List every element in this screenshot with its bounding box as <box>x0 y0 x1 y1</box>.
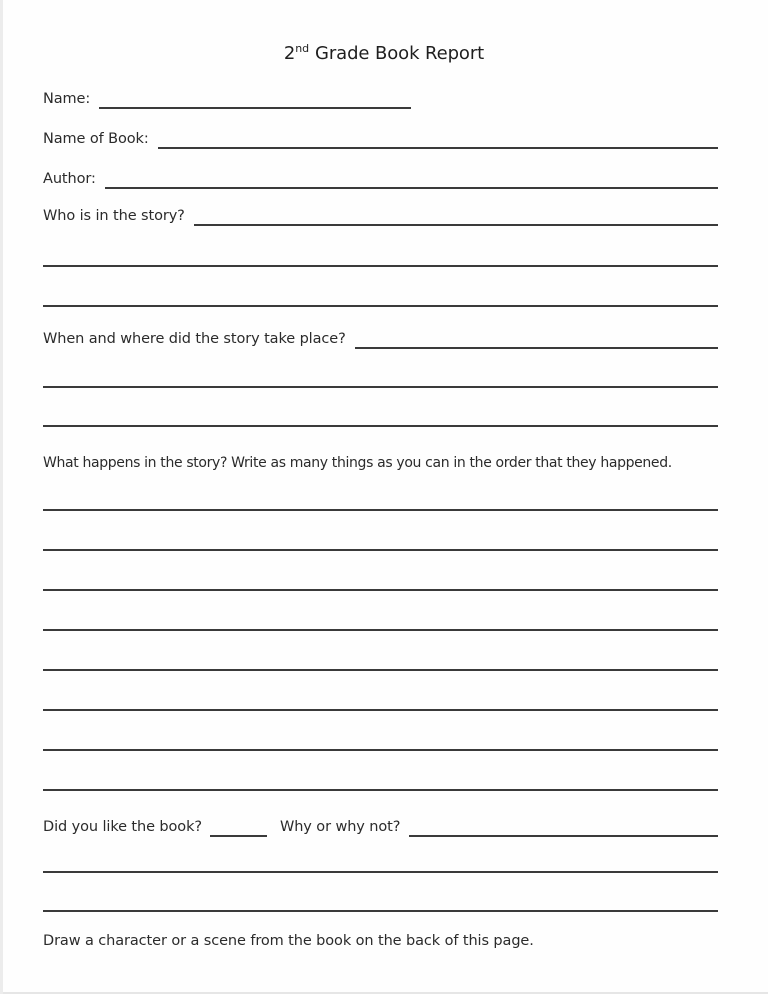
like-book-question-row <box>43 817 718 837</box>
who-answer-lines <box>43 226 718 307</box>
who-write-line <box>194 206 718 226</box>
draw-instruction-label: Draw a character or a scene from the book on the back of this page. <box>43 933 534 949</box>
like-book-question-label: Did you like the book? <box>43 819 202 835</box>
title-grade-number: 2 <box>283 43 296 64</box>
like-book-write-line <box>210 817 267 837</box>
name-field-row <box>43 89 718 109</box>
title-text: Grade Book Report <box>315 43 485 64</box>
write-line <box>43 751 718 791</box>
why-question-label: Why or why not? <box>279 819 401 835</box>
write-line <box>43 388 718 427</box>
why-write-line <box>409 817 718 837</box>
page-title <box>0 0 768 68</box>
who-question-row <box>43 206 718 226</box>
who-question-label: Who is in the story? <box>43 208 185 224</box>
write-line <box>43 511 718 551</box>
when-where-answer-lines <box>43 349 718 427</box>
write-line <box>43 226 718 267</box>
write-line <box>43 631 718 671</box>
write-line <box>43 671 718 711</box>
what-happens-answer-lines <box>43 473 718 791</box>
write-line <box>43 349 718 388</box>
write-line <box>43 267 718 307</box>
write-line <box>43 873 718 912</box>
book-name-field-row <box>43 129 718 149</box>
when-where-question-label: When and where did the story take place? <box>43 331 346 347</box>
when-where-write-line <box>355 329 718 349</box>
author-label: Author: <box>43 171 96 187</box>
name-write-line <box>99 89 411 109</box>
write-line <box>43 591 718 631</box>
write-line <box>43 551 718 591</box>
write-line <box>43 711 718 751</box>
author-write-line <box>105 169 718 189</box>
when-where-question-row <box>43 329 718 349</box>
why-answer-lines <box>43 837 718 912</box>
book-name-write-line <box>158 129 718 149</box>
write-line <box>43 837 718 873</box>
author-field-row <box>43 169 718 189</box>
name-label: Name: <box>43 91 91 107</box>
write-line <box>43 473 718 511</box>
what-happens-question-label: What happens in the story? Write as many things as you can in the order that they happened. <box>43 455 672 471</box>
book-name-label: Name of Book: <box>43 131 149 147</box>
what-happens-question-row <box>43 453 718 473</box>
title-ordinal-superscript: nd <box>295 42 310 55</box>
draw-instruction-row <box>43 931 718 951</box>
